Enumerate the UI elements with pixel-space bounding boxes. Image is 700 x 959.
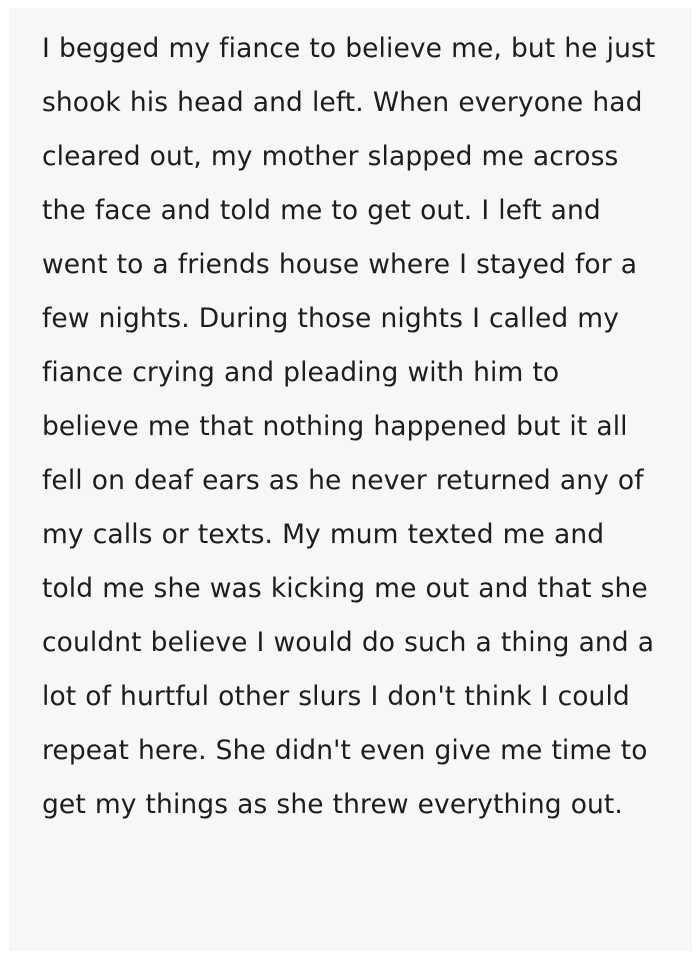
- page-right-margin: [692, 0, 700, 959]
- story-body-text: I begged my fiance to believe me, but he just shook his head and left. When everyone had cleared out, my mother slapped me across the face and told me to get out. I left and went to a friends house where I stayed for a few nights. During those nights I called my fiance crying and pleading with him to believe me that nothing happened but it all fell on deaf ears as he never returned any of my calls or texts. My mum texted me and told me she was kicking me out and that she couldnt believe I would do such a thing and a lot of hurtful other slurs I don't think I could repeat here. She didn't even give me time to get my things as she threw everything out.: [42, 33, 665, 820]
- page-left-margin: [0, 0, 9, 959]
- page-top-margin: [0, 0, 700, 8]
- page-bottom-margin: [0, 951, 700, 959]
